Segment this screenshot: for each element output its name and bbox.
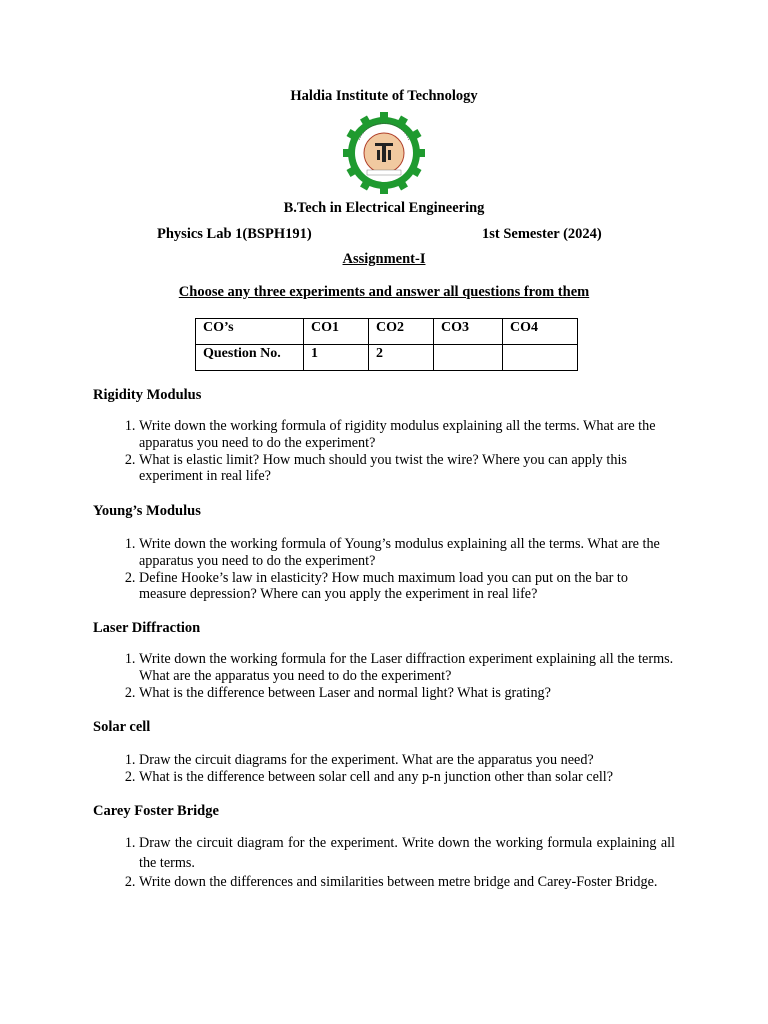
instruction-text: Choose any three experiments and answer all questions from them bbox=[178, 284, 590, 300]
table-cell: CO’s bbox=[196, 319, 304, 345]
list-item: 2. Write down the differences and similarities between metre bridge and Carey-Foster Bridge. bbox=[139, 873, 675, 893]
table-cell bbox=[434, 345, 503, 371]
list-item: 2. What is the difference between Laser and normal light? What is grating? bbox=[139, 685, 675, 702]
institute-logo bbox=[341, 112, 427, 194]
course-name: Physics Lab 1(BSPH191) bbox=[157, 226, 312, 242]
section-title-laser: Laser Diffraction bbox=[93, 620, 201, 636]
list-item: 2. Define Hooke’s law in elasticity? How much maximum load you can put on the bar to measure depression? Where can you apply the experiment in real life? bbox=[139, 570, 675, 603]
list-item: 1. Write down the working formula for the Laser diffraction experiment explaining all the terms. What are the apparatus you need to do the experiment? bbox=[139, 651, 675, 684]
table-row bbox=[196, 319, 578, 345]
table-cell: CO3 bbox=[434, 319, 503, 345]
question-list-solar bbox=[93, 752, 675, 786]
list-item: 1. Write down the working formula of Young’s modulus explaining all the terms. What are the apparatus you need to do the experiment? bbox=[139, 536, 675, 569]
semester-label: 1st Semester (2024) bbox=[482, 226, 602, 242]
table-row bbox=[196, 345, 578, 371]
list-item: 2. What is the difference between solar cell and any p-n junction other than solar cell? bbox=[139, 769, 675, 786]
list-item: 1. Draw the circuit diagram for the experiment. Write down the working formula explaining all the terms. bbox=[139, 834, 675, 873]
institute-name: Haldia Institute of Technology bbox=[290, 88, 478, 104]
table-cell: 2 bbox=[369, 345, 434, 371]
table-cell bbox=[503, 345, 578, 371]
assignment-title: Assignment-I bbox=[342, 251, 426, 267]
co-table bbox=[195, 318, 578, 371]
section-title-rigidity: Rigidity Modulus bbox=[93, 387, 202, 403]
list-item: 2. What is elastic limit? How much should you twist the wire? Where you can apply this experiment in real life? bbox=[139, 452, 675, 485]
table-cell: CO4 bbox=[503, 319, 578, 345]
list-item: 1. Draw the circuit diagrams for the experiment. What are the apparatus you need? bbox=[139, 752, 675, 769]
section-title-carey-foster: Carey Foster Bridge bbox=[93, 803, 219, 819]
table-cell: Question No. bbox=[196, 345, 304, 371]
program-name: B.Tech in Electrical Engineering bbox=[283, 200, 485, 216]
question-list-youngs bbox=[93, 536, 675, 603]
section-title-youngs: Young’s Modulus bbox=[93, 503, 201, 519]
table-cell: CO1 bbox=[304, 319, 369, 345]
section-title-solar: Solar cell bbox=[93, 719, 151, 735]
question-list-rigidity bbox=[93, 418, 675, 485]
question-list-laser bbox=[93, 651, 675, 702]
table-cell: 1 bbox=[304, 345, 369, 371]
question-list-carey-foster bbox=[93, 834, 675, 893]
list-item: 1. Write down the working formula of rigidity modulus explaining all the terms. What are the apparatus you need to do the experiment? bbox=[139, 418, 675, 451]
table-cell: CO2 bbox=[369, 319, 434, 345]
